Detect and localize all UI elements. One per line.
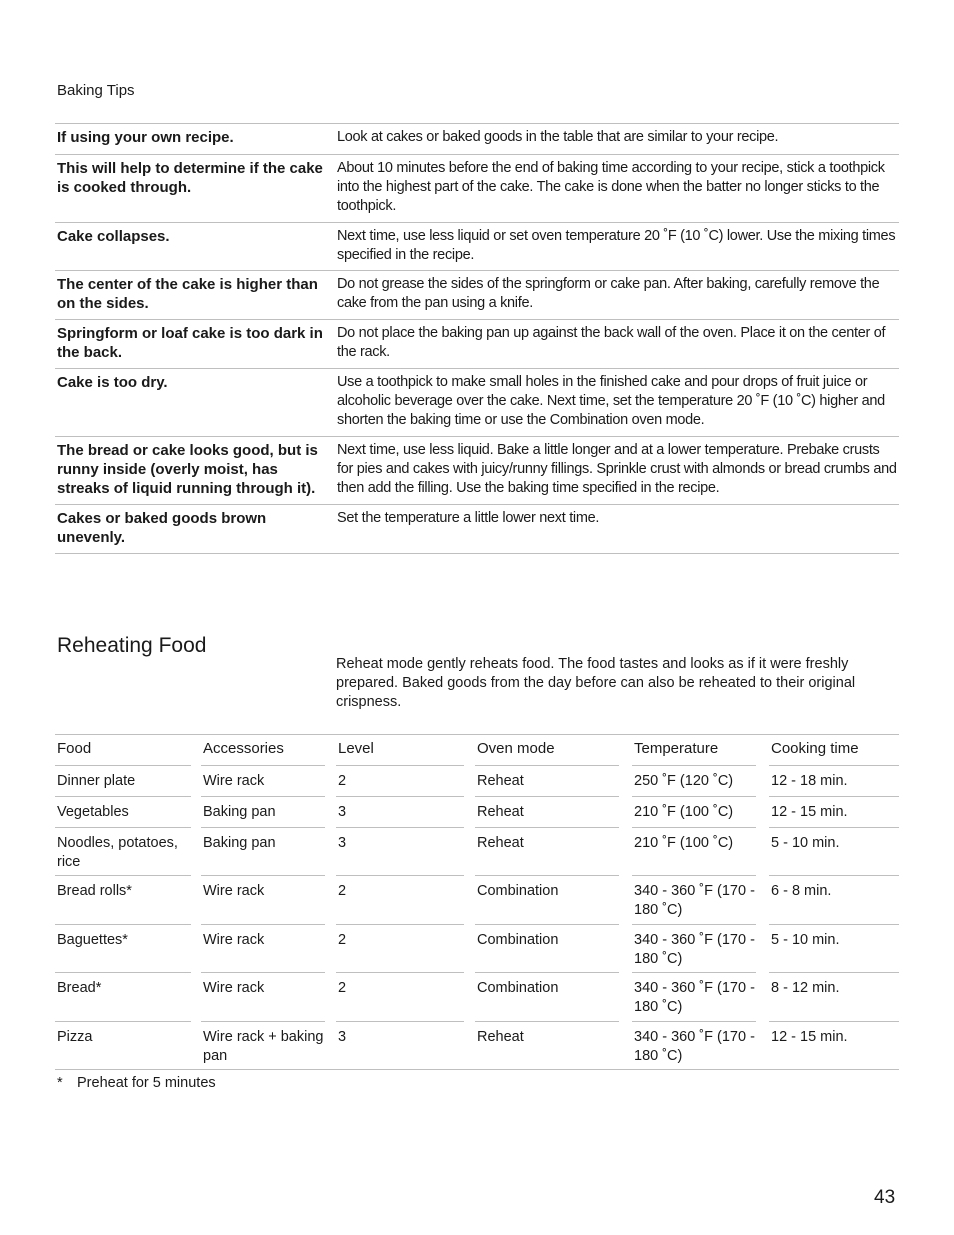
tip-solution: Set the temperature a little lower next time. [337,510,600,526]
cell-food: Bread rolls* [55,875,191,924]
footnote-text: Preheat for 5 minutes [77,1075,216,1091]
table-row [55,796,899,827]
header-oven-mode: Oven mode [477,740,555,757]
cell-food: Baguettes* [55,924,191,972]
table-row [55,924,899,972]
cell-food: Bread* [55,972,191,1021]
tip-row [55,504,899,554]
cell-accessories: Wire rack [201,765,325,796]
footnote [57,1075,216,1091]
table-row [55,1021,899,1069]
tip-solution: Do not place the baking pan up against the back wall of the oven. Place it on the center of the rack. [337,325,886,360]
cell-temperature: 340 - 360 ˚F (170 - 180 ˚C) [632,972,756,1021]
cell-level: 3 [336,1021,464,1069]
baking-tips-table [55,123,899,554]
cell-accessories: Wire rack [201,875,325,924]
cell-cooking-time: 5 - 10 min. [769,827,899,875]
cell-cooking-time: 12 - 15 min. [769,1021,899,1069]
cell-temperature: 340 - 360 ˚F (170 - 180 ˚C) [632,875,756,924]
tip-row [55,154,899,222]
cell-cooking-time: 5 - 10 min. [769,924,899,972]
cell-temperature: 250 ˚F (120 ˚C) [632,765,756,796]
header-temperature: Temperature [634,740,719,757]
cell-cooking-time: 6 - 8 min. [769,875,899,924]
tip-problem: The center of the cake is higher than on the sides. [57,276,318,312]
cell-food: Dinner plate [55,765,191,796]
cell-level: 2 [336,972,464,1021]
tip-solution: About 10 minutes before the end of baking time according to your recipe, stick a toothpick into the highest part of the cake. The cake is done when the batter no longer sticks to the toothpick. [337,160,885,214]
tip-row [55,123,899,154]
cell-food: Vegetables [55,796,191,827]
cell-temperature: 340 - 360 ˚F (170 - 180 ˚C) [632,1021,756,1069]
tip-problem: Cake is too dry. [57,374,168,391]
tip-solution: Use a toothpick to make small holes in the finished cake and pour drops of fruit juice or alcoholic beverage over the cake. Next time, set the temperature 20 ˚F (10 ˚C) higher and shorten the baking time or use the Combination oven mode. [337,374,885,428]
baking-tips-title: Baking Tips [57,82,135,99]
table-row [55,765,899,796]
cell-food: Pizza [55,1021,191,1069]
tip-row [55,436,899,504]
cell-accessories: Baking pan [201,796,325,827]
cell-oven-mode: Combination [475,972,619,1021]
cell-temperature: 210 ˚F (100 ˚C) [632,827,756,875]
reheating-food-title: Reheating Food [57,634,207,657]
table-bottom-rule [55,1069,899,1070]
tip-problem: This will help to determine if the cake is cooked through. [57,160,323,196]
page-number: 43 [874,1187,896,1208]
tip-solution: Next time, use less liquid or set oven temperature 20 ˚F (10 ˚C) lower. Use the mixing times specified in the recipe. [337,228,896,263]
tip-row [55,222,899,270]
cell-cooking-time: 12 - 18 min. [769,765,899,796]
cell-temperature: 210 ˚F (100 ˚C) [632,796,756,827]
cell-oven-mode: Combination [475,924,619,972]
tip-problem: Cakes or baked goods brown unevenly. [57,510,267,546]
tip-row [55,368,899,436]
cell-oven-mode: Reheat [475,765,619,796]
cell-accessories: Wire rack [201,924,325,972]
header-level: Level [338,740,374,757]
reheating-table [55,734,899,1070]
tip-row [55,270,899,319]
table-row [55,875,899,924]
tip-solution: Do not grease the sides of the springform or cake pan. After baking, carefully remove the cake from the pan using a knife. [337,276,880,311]
tip-row [55,319,899,368]
tip-solution: Look at cakes or baked goods in the table that are similar to your recipe. [337,129,779,145]
cell-level: 3 [336,827,464,875]
reheating-intro: Reheat mode gently reheats food. The food tastes and looks as if it were freshly prepared. Baked goods from the day before can also be reheated to their original crispness. [336,656,856,710]
cell-level: 2 [336,765,464,796]
cell-oven-mode: Reheat [475,827,619,875]
cell-accessories: Baking pan [201,827,325,875]
cell-accessories: Wire rack [201,972,325,1021]
header-food: Food [57,740,92,757]
footnote-mark: * [57,1075,63,1091]
cell-accessories: Wire rack + baking pan [201,1021,325,1069]
cell-cooking-time: 8 - 12 min. [769,972,899,1021]
header-cooking-time: Cooking time [771,740,859,757]
cell-level: 2 [336,875,464,924]
header-accessories: Accessories [203,740,284,757]
cell-level: 3 [336,796,464,827]
cell-food: Noodles, potatoes, rice [55,827,191,875]
cell-oven-mode: Reheat [475,796,619,827]
tip-problem: Springform or loaf cake is too dark in the back. [57,325,323,361]
tip-problem: The bread or cake looks good, but is runny inside (overly moist, has streaks of liquid running through it). [57,442,318,497]
cell-cooking-time: 12 - 15 min. [769,796,899,827]
table-header [55,734,899,765]
cell-temperature: 340 - 360 ˚F (170 - 180 ˚C) [632,924,756,972]
table-row [55,827,899,875]
cell-oven-mode: Reheat [475,1021,619,1069]
cell-oven-mode: Combination [475,875,619,924]
tip-problem: If using your own recipe. [57,129,234,146]
cell-level: 2 [336,924,464,972]
tip-problem: Cake collapses. [57,228,170,245]
tip-solution: Next time, use less liquid. Bake a little longer and at a lower temperature. Prebake crusts for pies and cakes with juicy/runny fillings. Sprinkle crust with almonds or bread crumbs and then add the filling. Use the baking time specified in the recipe. [337,442,897,496]
table-row [55,972,899,1021]
